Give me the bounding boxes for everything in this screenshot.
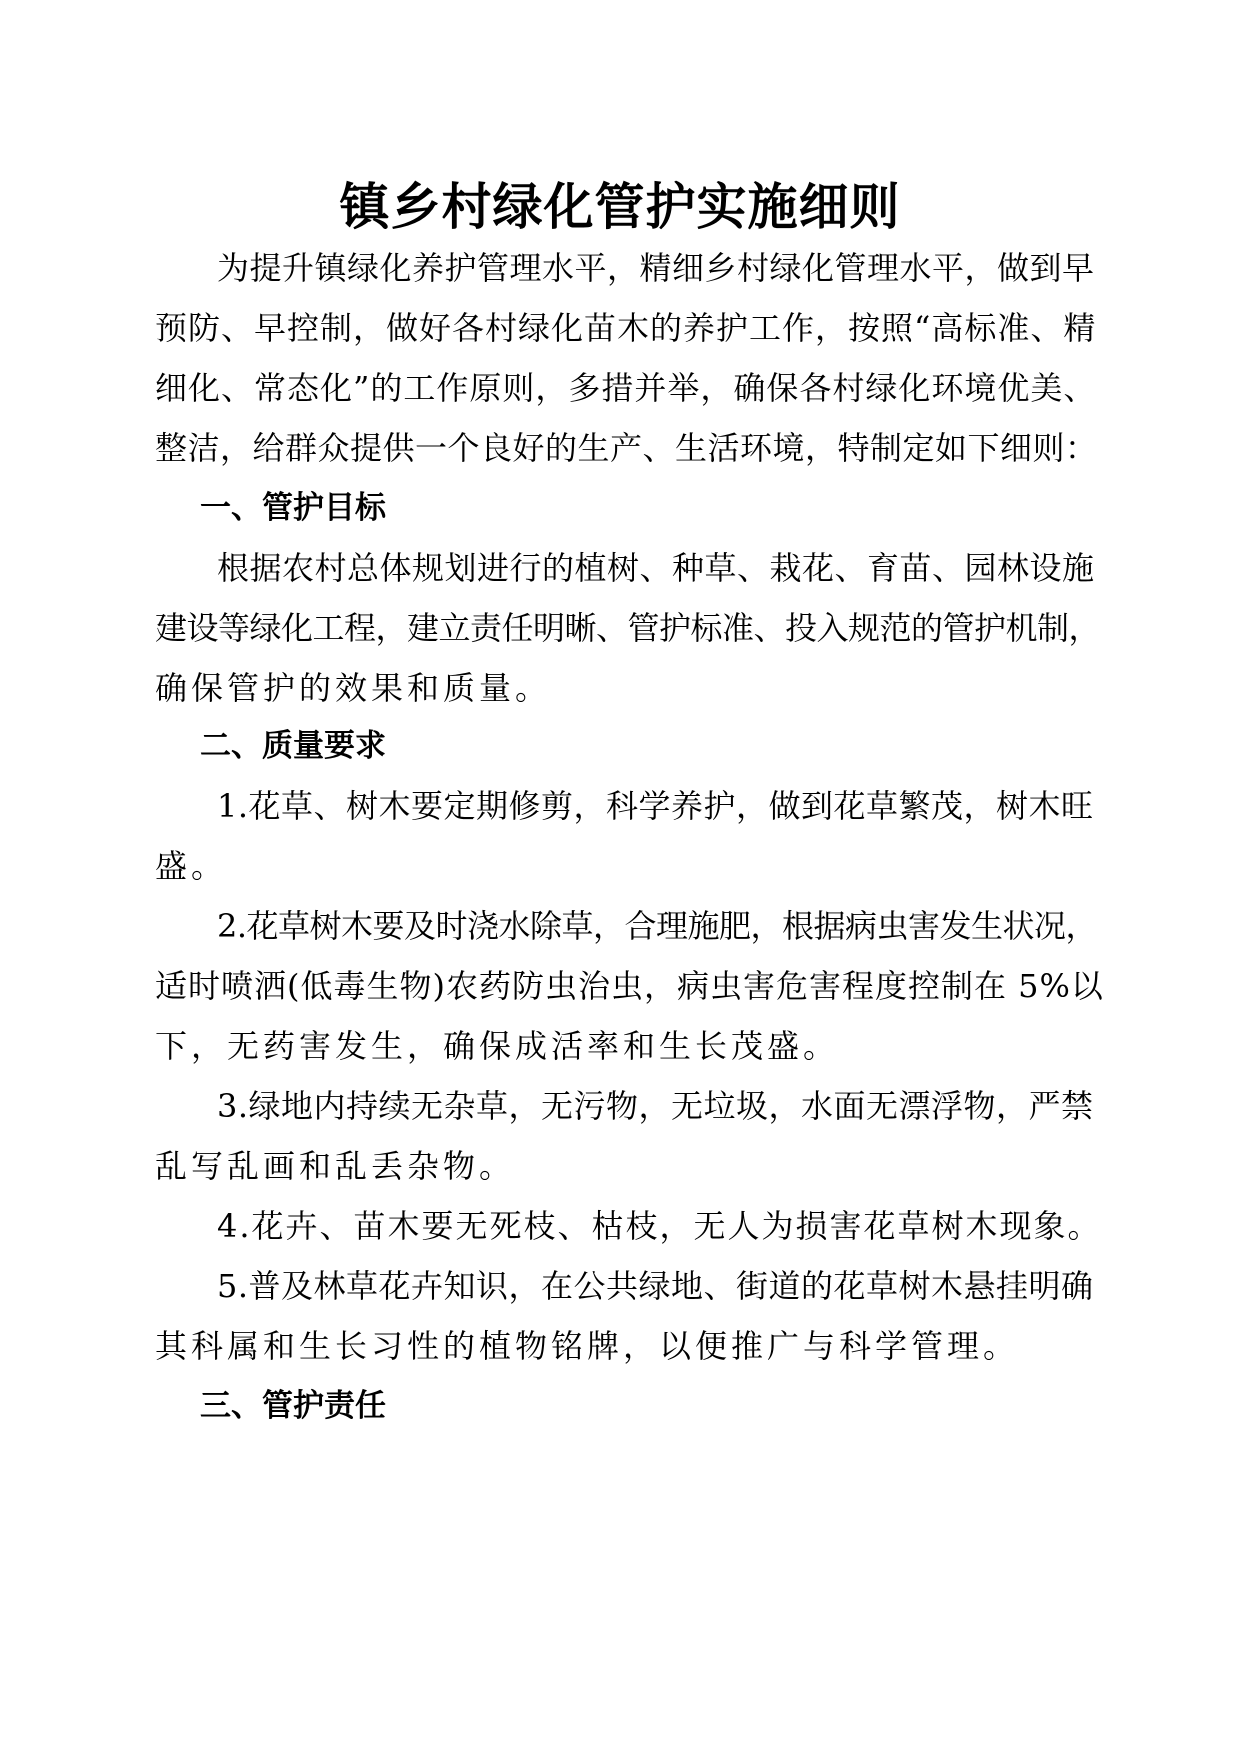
quality-item-2-line-2: 适时喷洒(低毒生物)农药防虫治虫，病虫害危害程度控制在 5%以 <box>155 967 1104 1005</box>
intro-line-3: 细化、常态化”的工作原则，多措并举，确保各村绿化环境优美、 <box>155 369 1097 407</box>
intro-line-2: 预防、早控制，做好各村绿化苗木的养护工作，按照“高标准、精 <box>155 309 1097 347</box>
intro-line-4: 整洁，给群众提供一个良好的生产、生活环境，特制定如下细则： <box>155 429 1098 467</box>
quality-item-3-line-2: 乱写乱画和乱丢杂物。 <box>155 1147 516 1185</box>
quality-item-2-line-3: 下，无药害发生，确保成活率和生长茂盛。 <box>155 1027 840 1065</box>
quality-item-3-line-1: 3.绿地内持续无杂草，无污物，无垃圾，水面无漂浮物，严禁 <box>217 1087 1094 1125</box>
goal-line-2: 建设等绿化工程，建立责任明晰、管护标准、投入规范的管护机制， <box>155 609 1101 647</box>
section-heading-goals: 一、管护目标 <box>200 490 386 526</box>
quality-item-1-line-1: 1.花草、树木要定期修剪，科学养护，做到花草繁茂，树木旺 <box>217 787 1094 825</box>
goal-line-1: 根据农村总体规划进行的植树、种草、栽花、育苗、园林设施 <box>217 549 1095 587</box>
section-heading-responsibility: 三、管护责任 <box>200 1388 386 1424</box>
section-heading-quality: 二、质量要求 <box>200 728 386 764</box>
intro-line-1: 为提升镇绿化养护管理水平，精细乡村绿化管理水平，做到早 <box>217 249 1095 287</box>
quality-item-2-line-1: 2.花草树木要及时浇水除草，合理施肥，根据病虫害发生状况， <box>217 907 1098 945</box>
quality-item-5-line-1: 5.普及林草花卉知识，在公共绿地、街道的花草树木悬挂明确 <box>217 1267 1094 1305</box>
quality-item-5-line-2: 其科属和生长习性的植物铭牌，以便推广与科学管理。 <box>155 1327 1020 1365</box>
quality-item-1-line-2: 盛。 <box>155 847 228 885</box>
quality-item-4-line-1: 4.花卉、苗木要无死枝、枯枝，无人为损害花草树木现象。 <box>217 1207 1102 1245</box>
document-title: 镇乡村绿化管护实施细则 <box>339 178 901 236</box>
goal-line-3: 确保管护的效果和质量。 <box>155 669 552 707</box>
